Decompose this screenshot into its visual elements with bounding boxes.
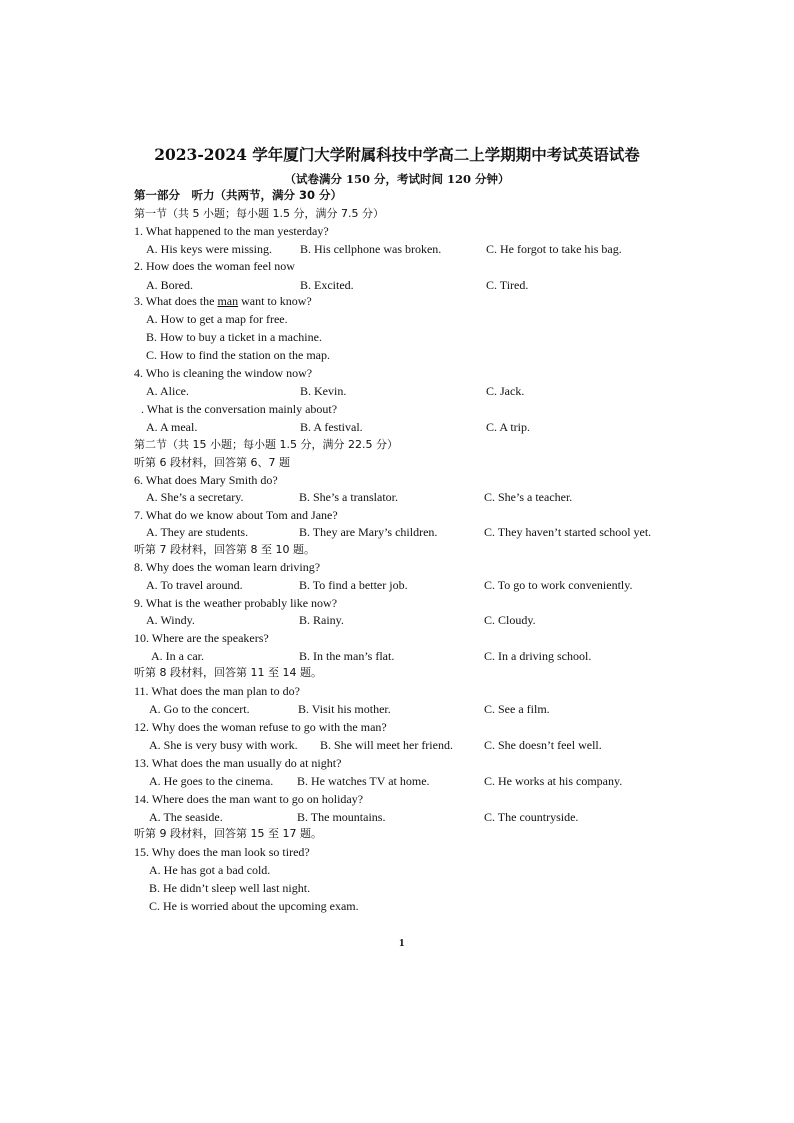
material-instruction: 听第 6 段材料，回答第 6、7 题 <box>134 456 290 469</box>
option-a: A. The seaside. <box>149 810 223 824</box>
section2-heading: 第二节（共 15 小题；每小题 1.5 分，满分 22.5 分） <box>134 438 398 451</box>
question-stem: . What is the conversation mainly about? <box>141 402 338 416</box>
option-c: C. The countryside. <box>484 810 579 824</box>
option-b: B. She will meet her friend. <box>320 738 453 752</box>
option-a: A. They are students. <box>146 525 249 539</box>
option-a: A. She’s a secretary. <box>146 490 244 504</box>
option-c: C. She doesn’t feel well. <box>484 738 602 752</box>
page-number: 1 <box>399 937 405 949</box>
option-a: A. A meal. <box>146 420 198 434</box>
question-stem: 8. Why does the woman learn driving? <box>134 560 321 574</box>
option-b: B. Rainy. <box>299 613 344 627</box>
option-a: A. His keys were missing. <box>146 242 272 256</box>
section-heading <box>0 436 794 454</box>
option-a: A. In a car. <box>151 649 204 663</box>
question-stem: 13. What does the man usually do at night? <box>134 756 342 770</box>
option-a: A. To travel around. <box>146 578 243 592</box>
option-c: C. Jack. <box>486 384 525 398</box>
underlined-word: man <box>217 294 239 308</box>
page-subtitle: （试卷满分 150 分，考试时间 120 分钟） <box>284 172 510 186</box>
question-stem: 7. What do we know about Tom and Jane? <box>134 508 338 522</box>
option-c: C. Tired. <box>486 278 529 292</box>
option-b: B. How to buy a ticket in a machine. <box>146 330 322 344</box>
question-options <box>0 488 794 506</box>
option-a: A. Go to the concert. <box>149 702 250 716</box>
option-b: B. To find a better job. <box>299 578 408 592</box>
part-heading <box>0 186 794 204</box>
option-a: A. He goes to the cinema. <box>149 774 274 788</box>
material-instruction: 听第 8 段材料，回答第 11 至 14 题。 <box>134 666 322 679</box>
option-c: C. To go to work conveniently. <box>484 578 633 592</box>
question-options <box>0 523 794 541</box>
option-b: B. Kevin. <box>300 384 347 398</box>
option-a: A. How to get a map for free. <box>146 312 288 326</box>
material-instruction: 听第 7 段材料，回答第 8 至 10 题。 <box>134 543 315 556</box>
question-stem: 10. Where are the speakers? <box>134 631 269 645</box>
question-stem: 9. What is the weather probably like now? <box>134 596 338 610</box>
option-b: B. His cellphone was broken. <box>300 242 442 256</box>
option-a: A. She is very busy with work. <box>149 738 298 752</box>
question-stem: 3. What does the man want to know? <box>134 294 312 308</box>
option-c: C. How to find the station on the map. <box>146 348 330 362</box>
question-stem: 12. Why does the woman refuse to go with the man? <box>134 720 387 734</box>
option-b: B. Excited. <box>300 278 354 292</box>
question-stem: 14. Where does the man want to go on holiday? <box>134 792 364 806</box>
question-options <box>0 808 794 826</box>
option-b: B. The mountains. <box>297 810 386 824</box>
option-b: B. Visit his mother. <box>298 702 391 716</box>
option-a: A. He has got a bad cold. <box>149 863 271 877</box>
option-c: C. Cloudy. <box>484 613 536 627</box>
section-heading <box>0 205 794 223</box>
question-stem: 4. Who is cleaning the window now? <box>134 366 313 380</box>
question-stem: 11. What does the man plan to do? <box>134 684 300 698</box>
option-b: B. In the man’s flat. <box>299 649 395 663</box>
option-c: C. He is worried about the upcoming exam. <box>149 899 359 913</box>
question-options <box>0 240 794 258</box>
question-options <box>0 576 794 594</box>
option-a: A. Bored. <box>146 278 193 292</box>
question-options <box>0 736 794 754</box>
question-stem: 1. What happened to the man yesterday? <box>134 224 329 238</box>
option-b: B. He didn’t sleep well last night. <box>149 881 311 895</box>
option-c: C. They haven’t started school yet. <box>484 525 652 539</box>
option-b: B. A festival. <box>300 420 363 434</box>
question-stem: 2. How does the woman feel now <box>134 259 295 273</box>
question-options <box>0 772 794 790</box>
question-options <box>0 647 794 665</box>
question-options <box>0 418 794 436</box>
option-c: C. He works at his company. <box>484 774 623 788</box>
option-c: C. He forgot to take his bag. <box>486 242 622 256</box>
option-c: C. See a film. <box>484 702 550 716</box>
question-stem: 6. What does Mary Smith do? <box>134 473 278 487</box>
option-b: B. They are Mary’s children. <box>299 525 438 539</box>
option-a: A. Alice. <box>146 384 189 398</box>
material-instruction: 听第 9 段材料，回答第 15 至 17 题。 <box>134 827 322 840</box>
part1-heading: 第一部分 听力（共两节，满分 30 分） <box>134 188 343 202</box>
option-c: C. A trip. <box>486 420 531 434</box>
option-b: B. He watches TV at home. <box>297 774 430 788</box>
question-options <box>0 611 794 629</box>
option-c: C. She’s a teacher. <box>484 490 573 504</box>
option-b: B. She’s a translator. <box>299 490 398 504</box>
option-a: A. Windy. <box>146 613 195 627</box>
option-c: C. In a driving school. <box>484 649 592 663</box>
question-stem: 15. Why does the man look so tired? <box>134 845 310 859</box>
page-title: 2023-2024 学年厦门大学附属科技中学高二上学期期中考试英语试卷 <box>154 145 640 164</box>
question-options <box>0 382 794 400</box>
section1-heading: 第一节（共 5 小题；每小题 1.5 分，满分 7.5 分） <box>134 207 384 220</box>
question-options <box>0 700 794 718</box>
